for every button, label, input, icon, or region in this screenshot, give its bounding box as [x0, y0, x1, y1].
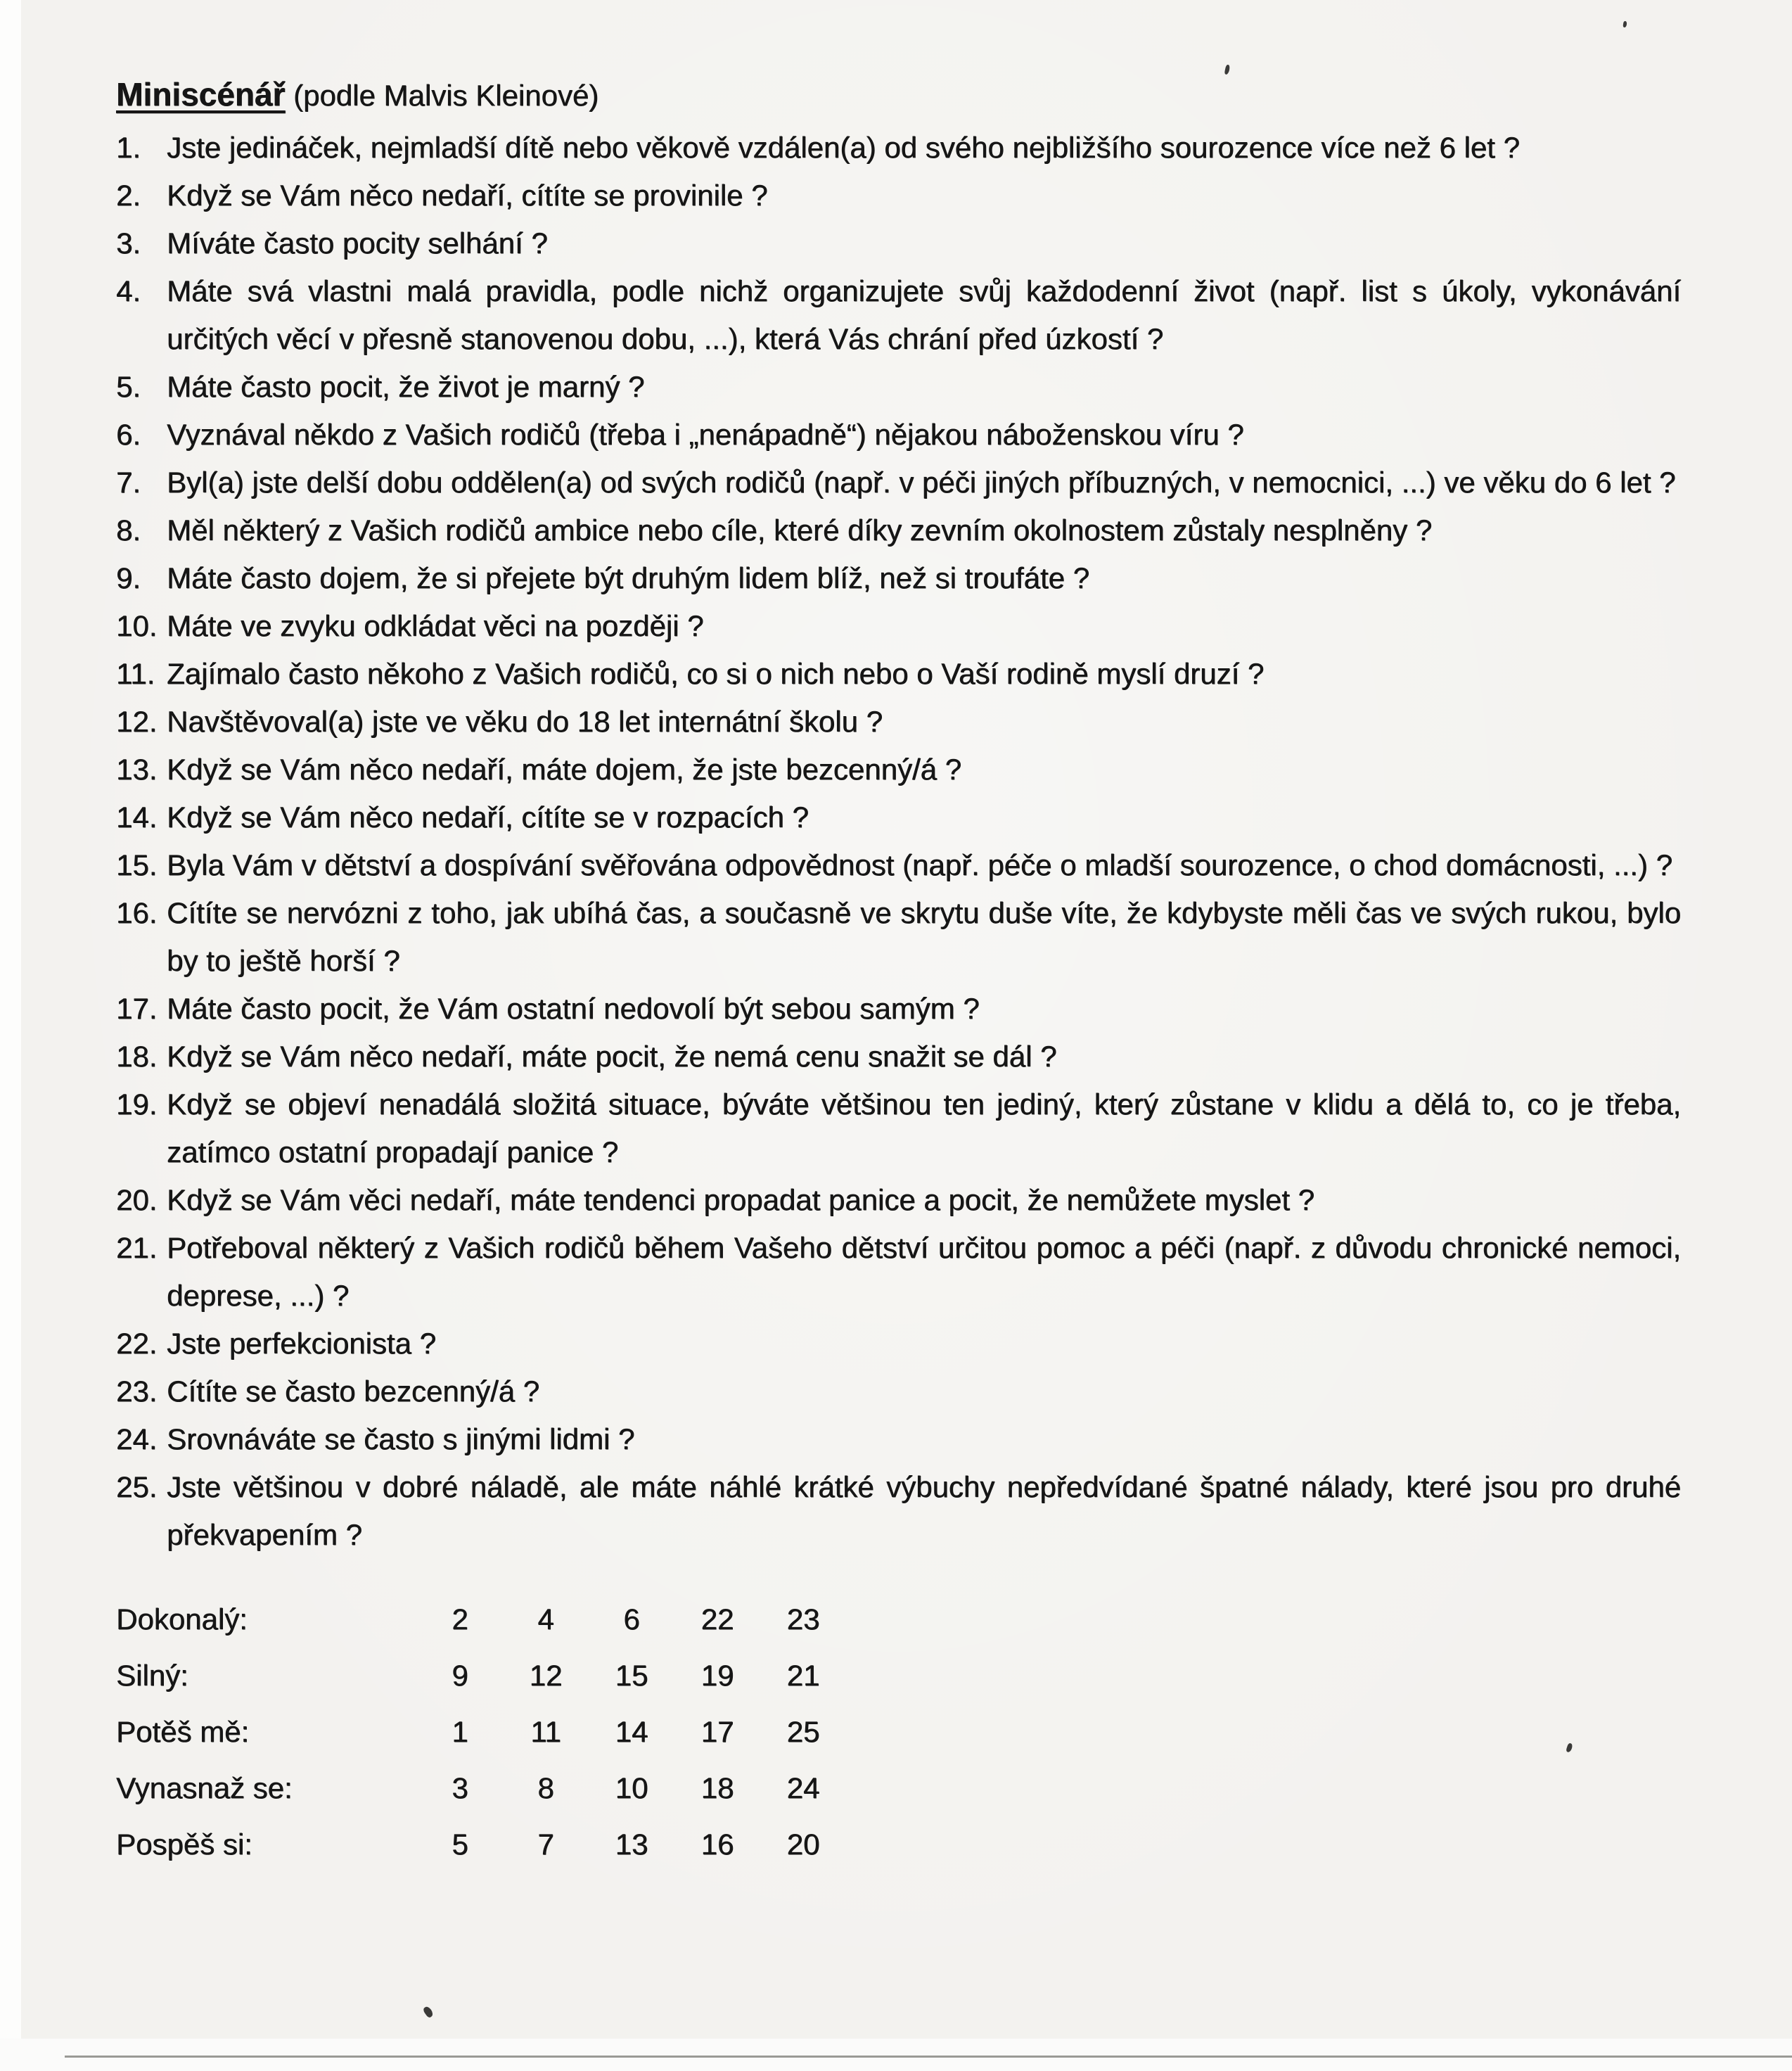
question-number: 23.	[116, 1375, 158, 1408]
question-item	[116, 411, 1681, 459]
document-title-line	[116, 70, 1681, 120]
question-item	[116, 124, 1681, 172]
question-number: 2.	[116, 179, 141, 212]
scan-speck	[1623, 21, 1627, 28]
question-number: 6.	[116, 418, 141, 451]
scan-speck	[422, 2006, 434, 2019]
question-text: Máte často pocit, že Vám ostatní nedovolí být sebou samým ?	[167, 992, 980, 1025]
question-item	[116, 1463, 1681, 1559]
question-item	[116, 746, 1681, 794]
question-number: 15.	[116, 848, 158, 881]
question-item	[116, 650, 1681, 698]
question-text: Cítíte se často bezcenný/á ?	[167, 1375, 539, 1408]
question-text: Byla Vám v dětství a dospívání svěřována odpovědnost (např. péče o mladší sourozence, o chod domácnosti, ...) ?	[167, 848, 1672, 881]
question-item	[116, 1368, 1681, 1415]
score-question-number: 7	[537, 1828, 554, 1861]
score-question-number: 25	[786, 1715, 820, 1748]
scan-line-artifact	[65, 2056, 1792, 2058]
scan-edge-artifact	[0, 0, 21, 2071]
score-row	[116, 1764, 1681, 1821]
score-question-number: 2	[452, 1602, 468, 1636]
question-text: Jste většinou v dobré náladě, ale máte náhlé krátké výbuchy nepředvídané špatné nálady, které jsou pro druhé překvapením ?	[167, 1470, 1681, 1551]
score-question-number: 22	[700, 1602, 734, 1636]
question-text: Když se objeví nenadálá složitá situace, býváte většinou ten jediný, který zůstane v klidu a dělá to, co je třeba, zatímco ostatní propadají panice ?	[167, 1088, 1681, 1168]
question-text: Když se Vám věci nedaří, máte tendenci propadat panice a pocit, že nemůžete myslet ?	[167, 1183, 1314, 1216]
question-text: Máte často pocit, že život je marný ?	[167, 370, 645, 403]
question-number: 14.	[116, 801, 158, 834]
score-question-number: 8	[537, 1771, 554, 1804]
score-row	[116, 1652, 1681, 1708]
question-number: 11.	[116, 657, 155, 690]
question-number: 9.	[116, 561, 141, 594]
question-item	[116, 1033, 1681, 1081]
question-text: Když se Vám něco nedaří, máte dojem, že jste bezcenný/á ?	[167, 753, 961, 786]
question-number: 7.	[116, 466, 141, 499]
question-item	[116, 172, 1681, 219]
score-question-number: 11	[530, 1715, 561, 1748]
question-number: 17.	[116, 992, 158, 1025]
question-number: 20.	[116, 1183, 158, 1216]
page-title: Miniscénář	[116, 76, 286, 113]
question-text: Když se Vám něco nedaří, máte pocit, že nemá cenu snažit se dál ?	[167, 1040, 1057, 1073]
question-text: Máte svá vlastni malá pravidla, podle nichž organizujete svůj každodenní život (např. list s úkoly, vykonávání určitých věcí v přesně stanovenou dobu, ...), která Vás chrání před úzkostí ?	[167, 274, 1681, 355]
question-item	[116, 841, 1681, 889]
question-item	[116, 219, 1681, 267]
question-text: Srovnáváte se často s jinými lidmi ?	[167, 1422, 635, 1455]
question-item	[116, 698, 1681, 746]
question-text: Měl některý z Vašich rodičů ambice nebo cíle, které díky zevním okolnostem zůstaly nesplněny ?	[167, 514, 1433, 547]
question-item	[116, 1320, 1681, 1368]
score-question-number: 17	[700, 1715, 734, 1748]
question-number: 10.	[116, 609, 158, 642]
question-item	[116, 363, 1681, 411]
score-question-number: 4	[537, 1602, 554, 1636]
question-item	[116, 985, 1681, 1033]
question-item	[116, 1415, 1681, 1463]
score-question-number: 9	[452, 1659, 468, 1692]
question-number: 4.	[116, 274, 141, 307]
question-number: 12.	[116, 705, 158, 738]
question-text: Byl(a) jste delší dobu oddělen(a) od svých rodičů (např. v péči jiných příbuzných, v nemocnici, ...) ve věku do 6 let ?	[167, 466, 1676, 499]
score-category-label: Pospěš si:	[116, 1828, 252, 1861]
question-list	[116, 124, 1681, 1559]
question-text: Když se Vám něco nedaří, cítíte se v rozpacích ?	[167, 801, 809, 834]
question-text: Potřeboval některý z Vašich rodičů během Vašeho dětství určitou pomoc a péči (např. z důvodu chronické nemoci, deprese, ...) ?	[167, 1231, 1681, 1312]
question-number: 13.	[116, 753, 158, 786]
question-text: Navštěvoval(a) jste ve věku do 18 let internátní školu ?	[167, 705, 883, 738]
question-text: Máte ve zvyku odkládat věci na později ?	[167, 609, 704, 642]
question-text: Jste perfekcionista ?	[167, 1327, 436, 1360]
question-number: 19.	[116, 1088, 158, 1121]
score-table	[116, 1595, 1681, 1877]
question-number: 16.	[116, 896, 158, 929]
score-question-number: 12	[529, 1659, 563, 1692]
score-question-number: 13	[615, 1828, 648, 1861]
score-question-number: 18	[700, 1771, 734, 1804]
score-question-number: 6	[623, 1602, 640, 1636]
score-question-number: 5	[452, 1828, 468, 1861]
question-item	[116, 1176, 1681, 1224]
question-item	[116, 1081, 1681, 1176]
question-item	[116, 506, 1681, 554]
score-question-number: 3	[452, 1771, 468, 1804]
score-category-label: Potěš mě:	[116, 1715, 250, 1748]
question-item	[116, 889, 1681, 985]
question-number: 22.	[116, 1327, 158, 1360]
question-item	[116, 794, 1681, 841]
score-category-label: Silný:	[116, 1659, 188, 1692]
score-question-number: 15	[615, 1659, 648, 1692]
score-category-label: Dokonalý:	[116, 1602, 248, 1636]
score-row	[116, 1821, 1681, 1877]
page-title-suffix: (podle Malvis Kleinové)	[285, 79, 599, 112]
question-item	[116, 459, 1681, 506]
score-question-number: 14	[615, 1715, 648, 1748]
question-number: 18.	[116, 1040, 158, 1073]
score-question-number: 24	[786, 1771, 820, 1804]
question-number: 24.	[116, 1422, 158, 1455]
score-question-number: 23	[786, 1602, 820, 1636]
score-question-number: 16	[700, 1828, 734, 1861]
score-question-number: 19	[700, 1659, 734, 1692]
question-number: 25.	[116, 1470, 158, 1503]
question-text: Vyznával někdo z Vašich rodičů (třeba i „nenápadně“) nějakou náboženskou víru ?	[167, 418, 1244, 451]
question-text: Cítíte se nervózni z toho, jak ubíhá čas, a současně ve skrytu duše víte, že kdybyste měli čas ve svých rukou, bylo by to ještě horší ?	[167, 896, 1681, 977]
score-question-number: 1	[452, 1715, 468, 1748]
score-row	[116, 1708, 1681, 1764]
question-item	[116, 554, 1681, 602]
question-number: 1.	[116, 131, 141, 164]
question-number: 21.	[116, 1231, 158, 1264]
document-content	[116, 70, 1681, 1877]
question-item	[116, 267, 1681, 363]
question-number: 8.	[116, 514, 141, 547]
score-question-number: 21	[786, 1659, 820, 1692]
score-category-label: Vynasnaž se:	[116, 1771, 293, 1804]
score-question-number: 10	[615, 1771, 648, 1804]
score-row	[116, 1595, 1681, 1652]
question-text: Míváte často pocity selhání ?	[167, 227, 548, 260]
question-text: Když se Vám něco nedaří, cítíte se provinile ?	[167, 179, 768, 212]
question-number: 5.	[116, 370, 141, 403]
question-number: 3.	[116, 227, 141, 260]
question-text: Máte často dojem, že si přejete být druhým lidem blíž, než si troufáte ?	[167, 561, 1089, 594]
question-text: Zajímalo často někoho z Vašich rodičů, co si o nich nebo o Vaší rodině myslí druzí ?	[167, 657, 1265, 690]
scan-bottom-margin	[0, 2039, 1792, 2071]
question-text: Jste jedináček, nejmladší dítě nebo věkově vzdálen(a) od svého nejbližšího sourozence více než 6 let ?	[167, 131, 1520, 164]
question-item	[116, 602, 1681, 650]
question-item	[116, 1224, 1681, 1320]
score-question-number: 20	[786, 1828, 820, 1861]
